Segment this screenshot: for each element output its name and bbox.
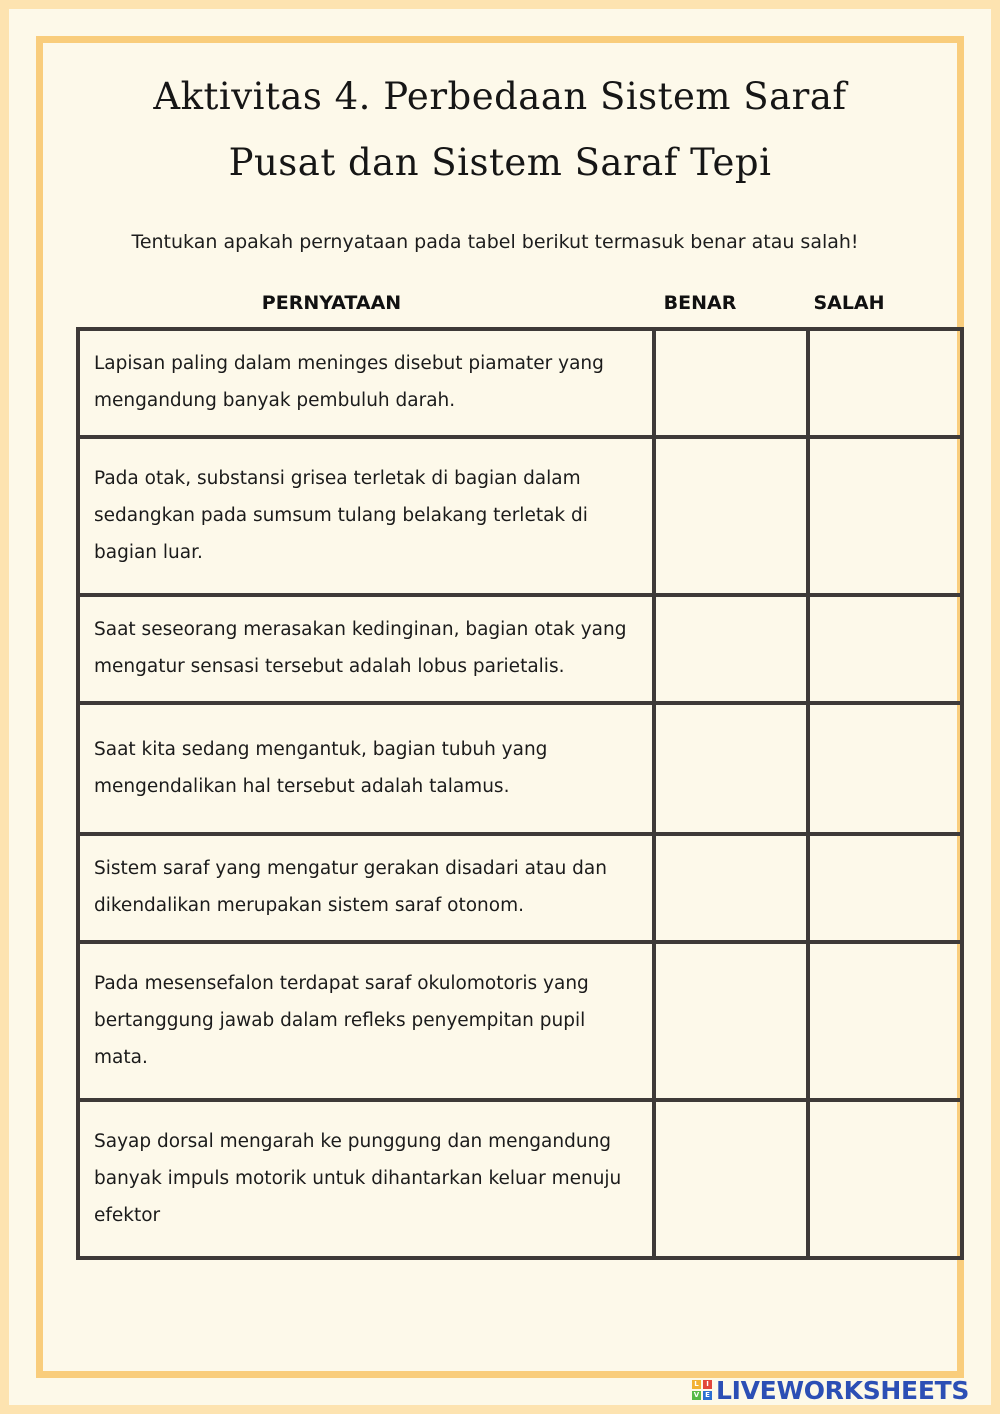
answer-cell-salah[interactable]: [808, 834, 962, 942]
statement-table: [76, 327, 964, 1260]
statement-text: Sistem saraf yang mengatur gerakan disadari atau dan dikendalikan merupakan sistem saraf otonom.: [78, 834, 654, 942]
table-row: [78, 703, 962, 834]
liveworksheets-logo-icon: [692, 1380, 712, 1400]
answer-cell-benar[interactable]: [654, 595, 808, 703]
answer-cell-salah[interactable]: [808, 595, 962, 703]
answer-cell-benar[interactable]: [654, 942, 808, 1100]
table-row: [78, 1100, 962, 1258]
title-line-2: Pusat dan Sistem Saraf Tepi: [228, 141, 772, 184]
statement-text: Saat seseorang merasakan kedinginan, bagian otak yang mengatur sensasi tersebut adalah lobus parietalis.: [78, 595, 654, 703]
header-statement: PERNYATAAN: [261, 292, 402, 314]
logo-letter: L: [692, 1380, 701, 1389]
logo-letter: V: [693, 1391, 700, 1399]
table-row: [78, 595, 962, 703]
answer-cell-benar[interactable]: [654, 437, 808, 595]
liveworksheets-brand: [692, 1374, 969, 1406]
answer-cell-salah[interactable]: [808, 1100, 962, 1258]
header-benar: BENAR: [663, 292, 737, 314]
answer-cell-salah[interactable]: [808, 437, 962, 595]
statement-text: Sayap dorsal mengarah ke punggung dan mengandung banyak impuls motorik untuk dihantarkan keluar menuju efektor: [78, 1100, 654, 1258]
instruction-text: Tentukan apakah pernyataan pada tabel berikut termasuk benar atau salah!: [131, 231, 859, 253]
statement-text: Pada mesensefalon terdapat saraf okulomotoris yang bertanggung jawab dalam refleks penyempitan pupil mata.: [78, 942, 654, 1100]
statement-text: Pada otak, substansi grisea terletak di bagian dalam sedangkan pada sumsum tulang belakang terletak di bagian luar.: [78, 437, 654, 595]
title-line-1: Aktivitas 4. Perbedaan Sistem Saraf: [153, 75, 847, 118]
answer-cell-benar[interactable]: [654, 834, 808, 942]
answer-cell-salah[interactable]: [808, 942, 962, 1100]
table-row: [78, 329, 962, 437]
logo-letter: I: [703, 1380, 712, 1389]
answer-cell-salah[interactable]: [808, 703, 962, 834]
table-row: [78, 834, 962, 942]
answer-cell-benar[interactable]: [654, 703, 808, 834]
brand-name: LIVEWORKSHEETS: [716, 1375, 970, 1405]
statement-text: Saat kita sedang mengantuk, bagian tubuh yang mengendalikan hal tersebut adalah talamus.: [78, 703, 654, 834]
table-row: [78, 942, 962, 1100]
answer-cell-benar[interactable]: [654, 329, 808, 437]
answer-cell-benar[interactable]: [654, 1100, 808, 1258]
header-salah: SALAH: [813, 292, 885, 314]
table-row: [78, 437, 962, 595]
statement-text: Lapisan paling dalam meninges disebut piamater yang mengandung banyak pembuluh darah.: [78, 329, 654, 437]
answer-cell-salah[interactable]: [808, 329, 962, 437]
worksheet-title: [0, 64, 1000, 196]
logo-letter: E: [703, 1391, 712, 1400]
